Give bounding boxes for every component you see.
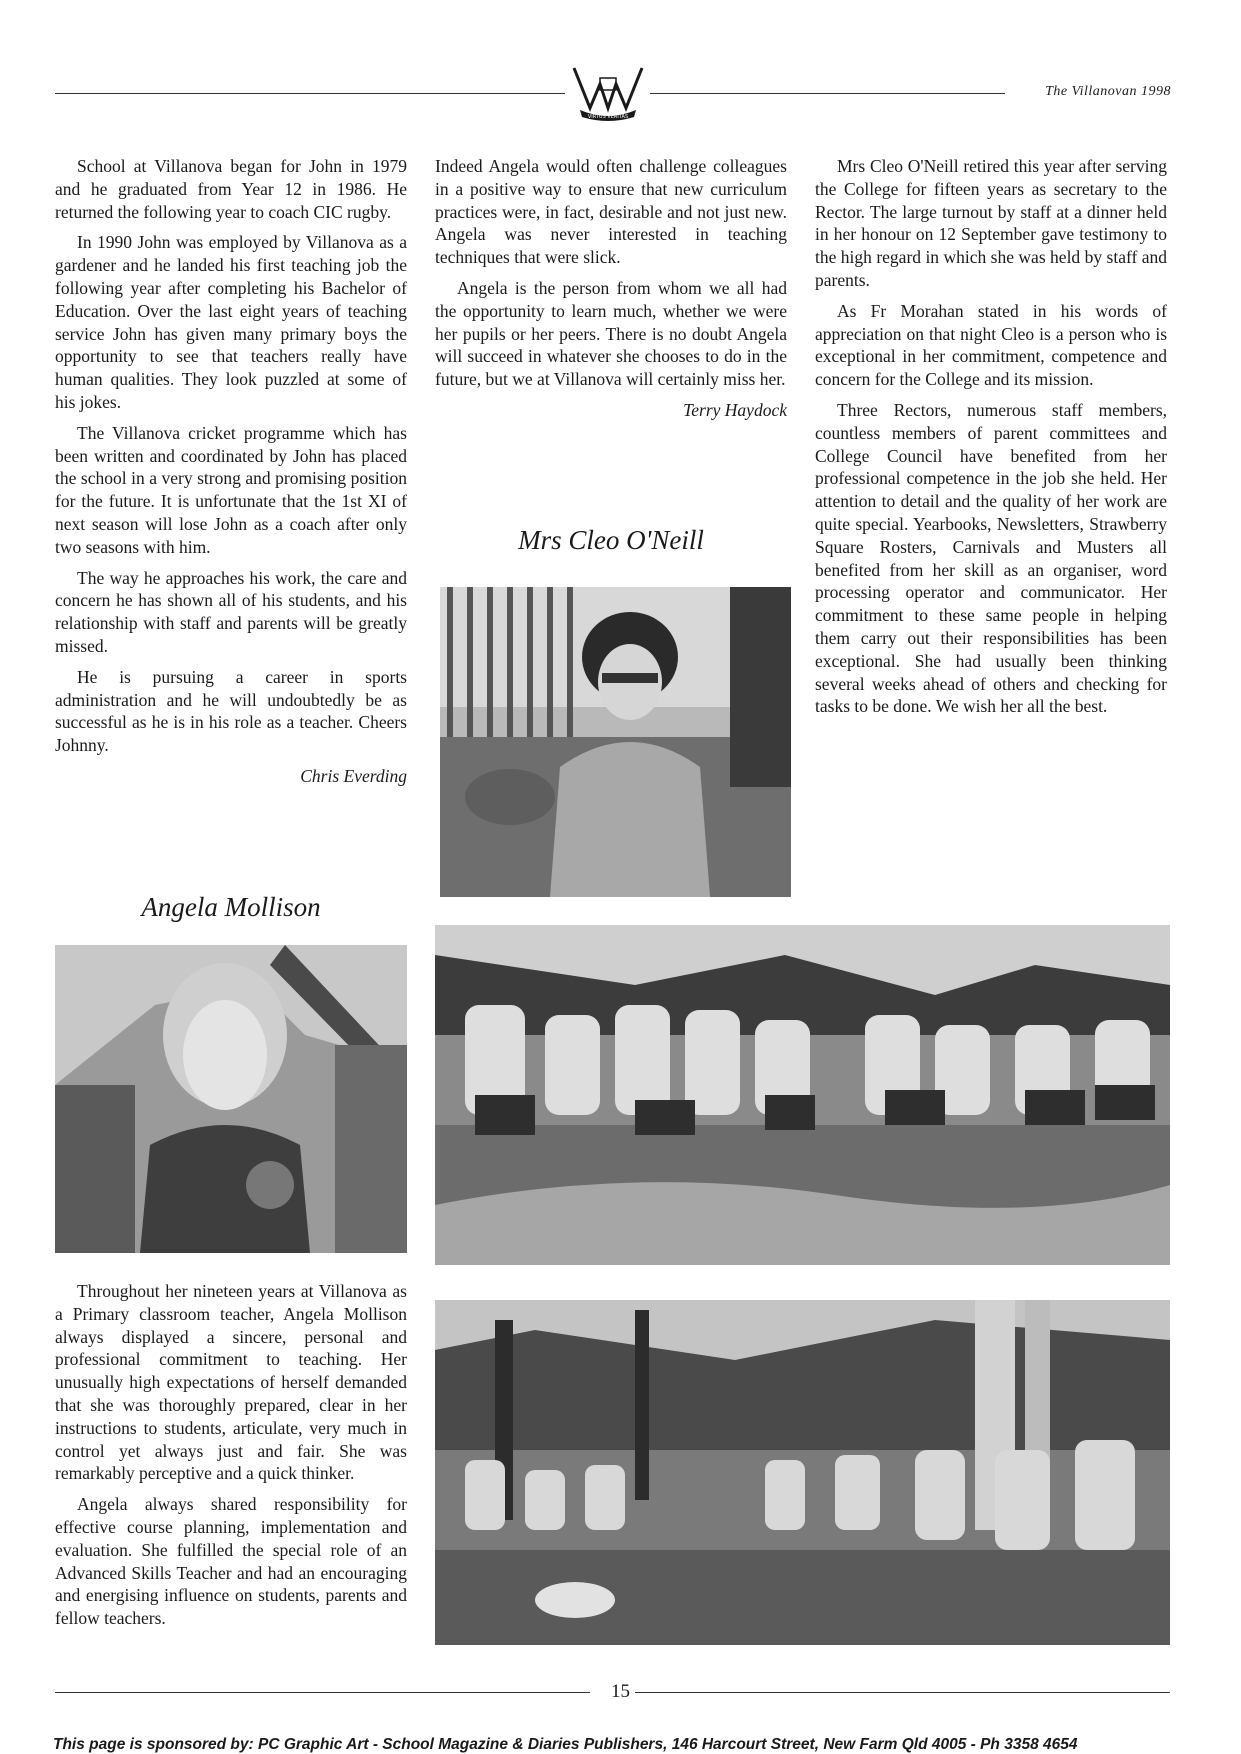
header-rule-right [650,93,1005,94]
cleo-photo [440,587,791,897]
cleo-heading: Mrs Cleo O'Neill [518,525,704,555]
article-paragraph: Angela is the person from whom we all had the opportunity to learn much, whether we were her pupils or her peers. There is no doubt Angela will succeed in whatever she chooses to do in the future, but we at Villanova will certainly miss her. [435,277,787,390]
article-paragraph: School at Villanova began for John in 1979 and he graduated from Year 12 in 1986. He returned the following year to coach CIC rugby. [55,156,407,222]
group-photo-outdoor-circle [435,1300,1170,1645]
article-paragraph: The way he approaches his work, the care and concern he has shown all of his students, and his relationship with staff and parents will be greatly missed. [55,567,407,656]
group-photo-staff-seated [435,925,1170,1265]
author-signature: Terry Haydock [683,399,787,420]
author-signature: Chris Everding [300,765,407,786]
page-number: 15 [611,1681,630,1702]
article-paragraph: In 1990 John was employed by Villanova as a gardener and he landed his first teaching job the following year after completing his Bachelor of Education. Over the last eight years of teaching service John has given many primary boys the opportunity to see that teachers really have human qualities. They look puzzled at some of his jokes. [55,232,407,412]
article-paragraph: The Villanova cricket programme which has been written and coordinated by John has placed the school in a very strong and promising position for the future. It is unfortunate that the 1st XI of next season will lose John as a coach after only two seasons with him. [55,422,407,557]
header-rule-left [55,93,565,94]
angela-photo [55,945,407,1253]
crest-logo [570,62,646,124]
article-paragraph: Angela always shared responsibility for effective course planning, implementation and evaluation. She fulfilled the special role of an Advanced Skills Teacher and had an encouraging and energising influence on students, parents and fellow teachers. [55,1494,407,1629]
footer-rule-right [635,1692,1170,1693]
article-paragraph: As Fr Morahan stated in his words of appreciation on that night Cleo is a person who is exceptional in her commitment, competence and concern for the College and its mission. [815,300,1167,390]
cleo-article [815,155,1167,726]
article-paragraph: Three Rectors, numerous staff members, countless members of parent committees and College Council have benefited from her professional competence in the job she held. Her attention to detail and the quality of her work are quite special. Yearbooks, Newsletters, Strawberry Square Rosters, Carnivals and Musters all benefited from her skill as an organiser, word processing operator and communicator. Her commitment to these same people in helping them carry out their responsibilities has been exceptional. She had usually been thinking several weeks ahead of others and checking for tasks to be done. We wish her all the best. [815,399,1167,717]
angela-article [55,1280,407,1638]
john-article [55,155,407,788]
article-paragraph: Indeed Angela would often challenge colleagues in a positive way to ensure that new curriculum practices were, in fact, desirable and not just new. Angela was never interested in teaching techniques that were slick. [435,156,787,268]
sponsor-line: This page is sponsored by: PC Graphic Art - School Magazine & Diaries Publishers, 146 Harcourt Street, New Farm Qld 4005 - Ph 3358 4654 [53,1736,1078,1753]
article-paragraph: Throughout her nineteen years at Villanova as a Primary classroom teacher, Angela Mollison always displayed a sincere, personal and professional commitment to teaching. Her unusually high expectations of herself demanded that she was thoroughly prepared, clear in her instructions to students, articulate, very much in control yet always just and fair. She was remarkably perceptive and a quick thinker. [55,1281,407,1484]
publication-title: The Villanovan 1998 [1045,84,1171,99]
article-paragraph: He is pursuing a career in sports administration and he will undoubtedly be as successful as he is in his role as a teacher. Cheers Johnny. [55,666,407,756]
svg-text:VIRTUS VERITAS: VIRTUS VERITAS [587,114,629,120]
angela-article-continued [435,155,787,422]
article-paragraph: Mrs Cleo O'Neill retired this year after serving the College for fifteen years as secretary to the Rector. The large turnout by staff at a dinner held in her honour on 12 September gave testimony to the high regard in which she was held by staff and parents. [815,156,1167,290]
angela-heading: Angela Mollison [141,892,321,922]
